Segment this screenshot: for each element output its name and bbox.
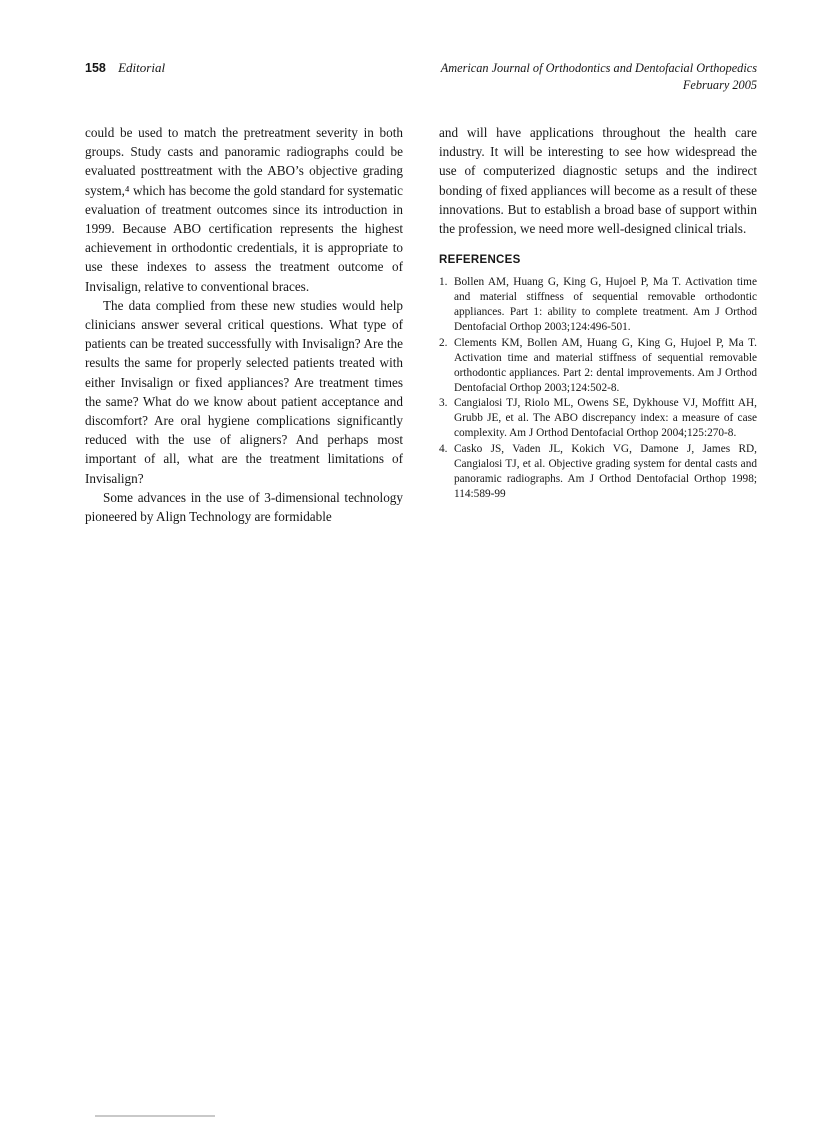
reference-number: 2. [439,336,448,349]
reference-item [439,336,757,396]
paragraph: could be used to match the pretreatment severity in both groups. Study casts and panoramic radiographs could be evaluated posttreatment with the ABO’s objective grading system,⁴ which has become the gold standard for systematic evaluation of treatment outcomes since its introduction in 1999. Because ABO certification represents the highest achievement in orthodontic credentials, it is appropriate to use these indexes to assess the treatment outcome of Invisalign, relative to conventional braces. [85,125,403,294]
header-right [441,60,757,94]
reference-number: 1. [439,276,448,289]
reference-item [439,275,757,335]
issue-date: February 2005 [682,78,757,92]
reference-item [439,396,757,441]
page-number: 158 [85,61,106,75]
reference-item [439,442,757,502]
journal-title: American Journal of Orthodontics and Dentofacial Orthopedics [440,61,757,75]
paragraph: Some advances in the use of 3-dimensional technology pioneered by Align Technology are formidable [85,489,403,525]
header-left [85,60,165,76]
paragraph: and will have applications throughout the health care industry. It will be interesting to see how widespread the use of computerized diagnostic setups and the indirect bonding of fixed appliances will become as a result of these innovations. But to establish a broad base of support within the profession, we need more well-designed clinical trials. [439,125,757,237]
section-title: Editorial [118,60,166,75]
paragraph: The data complied from these new studies would help clinicians answer several critical questions. What type of patients can be treated successfully with Invisalign? Are the results the same for properly selected patients treated with either Invisalign or fixed appliances? Are treatment times the same? What do we know about patient acceptance and discomfort? Are oral hygiene complications significantly reduced with the use of aligners? And perhaps most important of all, what are the treatment limitations of Invisalign? [85,297,403,486]
references-heading: REFERENCES [439,254,521,267]
reference-text: Clements KM, Bollen AM, Huang G, King G, Hujoel P, Ma T. Activation time and material stiffness of sequential removable orthodontic appliances. Part 2: dental improvements. Am J Orthod Dentofacial Orthop 2003;124:502-8. [454,336,757,394]
article-body [85,123,757,526]
right-column [439,123,757,526]
left-column [85,123,403,526]
reference-text: Bollen AM, Huang G, King G, Hujoel P, Ma T. Activation time and material stiffness of sequential removable orthodontic appliances. Part 1: ability to complete treatment. Am J Orthod Dentofacial Orthop 2003;124:496-501. [454,276,757,333]
reference-number: 3. [439,397,448,410]
scan-edge-mark [95,1115,215,1117]
page-header [85,60,757,94]
reference-number: 4. [439,443,448,456]
reference-text: Cangialosi TJ, Riolo ML, Owens SE, Dykhouse VJ, Moffitt AH, Grubb JE, et al. The ABO discrepancy index: a measure of case complexity. Am J Orthod Dentofacial Orthop 2004;125:270-8. [454,397,757,440]
reference-text: Casko JS, Vaden JL, Kokich VG, Damone J, James RD, Cangialosi TJ, et al. Objective grading system for dental casts and panoramic radiographs. Am J Orthod Dentofacial Orthop 1998; 114:589-99 [454,443,757,500]
